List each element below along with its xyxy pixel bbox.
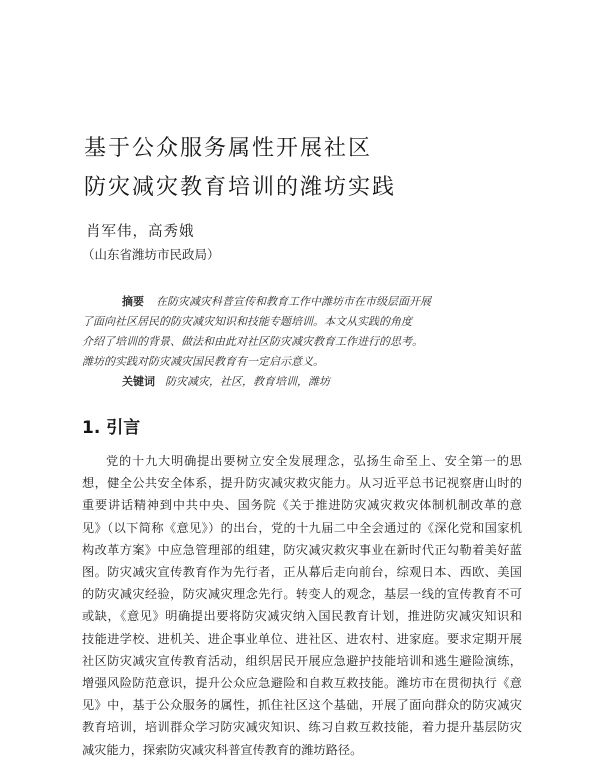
abstract-line [82,292,502,312]
abstract-line: 潍坊的实践对防灾减灾国民教育有一定启示意义。 [82,355,324,368]
body-line: 减灾能力，探索防灾减灾科普宣传教育的潍坊路径。 [82,742,363,757]
body-line: 技能进学校、进机关、进企事业单位、进社区、进农村、进家庭。要求定期开展 [82,631,522,646]
abstract [82,292,502,372]
body-line: 的防灾减灾经验，防灾减灾理念先行。转变人的观念，基层一线的宣传教育不可 [82,587,522,602]
abstract-text: 在防灾减灾科普宣传和教育工作中潍坊市在市级层面开展 [156,295,431,308]
body-line: 社区防灾减灾宣传教育活动，组织居民开展应急避护技能培训和逃生避险演练， [82,653,522,668]
paper-title-line-2: 防灾减灾教育培训的潍坊实践 [84,175,397,200]
body-line: 图。防灾减灾宣传教育作为先行者，正从幕后走向前台，综观日本、西欧、美国 [82,565,522,580]
abstract-line: 介绍了培训的背景、做法和由此对社区防灾减灾教育工作进行的思考。 [82,335,423,348]
affiliation: （山东省潍坊市民政局） [82,247,220,262]
abstract-label: 摘要 [122,295,144,308]
section-heading: 1. 引言 [82,418,141,438]
body-line: 构改革方案》中应急管理部的组建，防灾减灾救灾事业在新时代正勾勒着美好蓝 [82,542,522,557]
body-line: 见》中，基于公众服务的属性，抓住社区这个基础，开展了面向群众的防灾减灾 [82,698,522,713]
paper-title-line-1: 基于公众服务属性开展社区 [84,136,373,161]
body-line: 党的十九大明确提出要树立安全发展理念，弘扬生命至上、安全第一的思 [106,454,522,468]
abstract-line: 了面向社区居民的防灾减灾知识和技能专题培训。本文从实践的角度 [82,315,412,328]
body-line: 或缺，《意见》明确提出要将防灾减灾纳入国民教育计划，推进防灾减灾知识和 [82,609,522,624]
body-line: 增强风险防范意识，提升公众应急避险和自救互救技能。潍坊市在贯彻执行《意 [82,676,522,691]
keywords-label: 关键词 [122,375,155,388]
authors: 肖军伟，高秀娥 [86,224,195,240]
body-line: 见》（以下简称《意见》）的出台，党的十九届二中全会通过的《深化党和国家机 [82,520,522,535]
body-line: 教育培训，培训群众学习防灾减灾知识、练习自救互救技能，着力提升基层防灾 [82,720,522,735]
body-line: 重要讲话精神到中共中央、国务院《关于推进防灾减灾救灾体制机制改革的意 [82,498,522,513]
keywords [122,373,330,389]
body-paragraph [82,450,522,761]
body-line: 想，健全公共安全体系，提升防灾减灾救灾能力。从习近平总书记视察唐山时的 [82,476,522,491]
keywords-text: 防灾减灾，社区，教育培训，潍坊 [165,375,330,388]
